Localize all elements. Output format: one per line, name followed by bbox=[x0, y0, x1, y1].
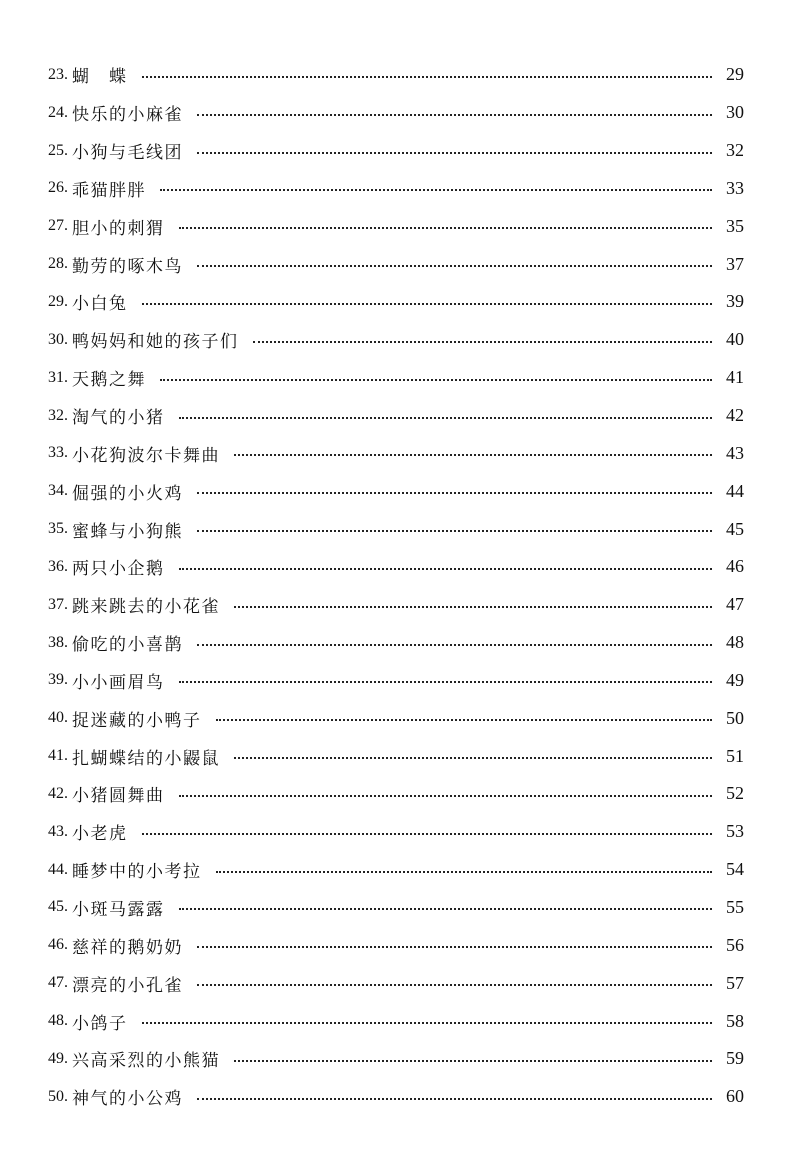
entry-title: 蜜蜂与小狗熊 bbox=[72, 521, 183, 542]
dot-leader bbox=[197, 265, 712, 267]
entry-number: 28. bbox=[48, 255, 68, 273]
toc-entry[interactable] bbox=[48, 586, 744, 624]
entry-number: 29. bbox=[48, 292, 68, 310]
entry-page-number: 51 bbox=[726, 745, 744, 766]
dot-leader bbox=[179, 227, 713, 229]
entry-page-number: 42 bbox=[726, 405, 744, 426]
entry-title: 鸭妈妈和她的孩子们 bbox=[72, 332, 239, 353]
dot-leader bbox=[234, 606, 712, 608]
entry-number: 43. bbox=[48, 822, 68, 840]
entry-page-number: 30 bbox=[726, 102, 744, 123]
entry-title: 蝴 蝶 bbox=[72, 67, 128, 88]
toc-entry[interactable] bbox=[48, 964, 744, 1002]
entry-title: 偷吃的小喜鹊 bbox=[72, 635, 183, 656]
toc-entry[interactable] bbox=[48, 775, 744, 813]
toc-entry[interactable] bbox=[48, 434, 744, 472]
entry-number: 46. bbox=[48, 936, 68, 954]
entry-title: 乖猫胖胖 bbox=[72, 180, 146, 201]
entry-title: 快乐的小麻雀 bbox=[72, 105, 183, 126]
entry-title: 小猪圆舞曲 bbox=[72, 786, 165, 807]
toc-entry[interactable] bbox=[48, 207, 744, 245]
dot-leader bbox=[216, 719, 713, 721]
dot-leader bbox=[234, 1060, 712, 1062]
entry-title: 小花狗波尔卡舞曲 bbox=[72, 445, 220, 466]
entry-page-number: 40 bbox=[726, 329, 744, 350]
dot-leader bbox=[197, 946, 712, 948]
dot-leader bbox=[197, 1098, 712, 1100]
entry-page-number: 39 bbox=[726, 291, 744, 312]
entry-number: 36. bbox=[48, 557, 68, 575]
toc-entry[interactable] bbox=[48, 813, 744, 851]
entry-title: 胆小的刺猬 bbox=[72, 218, 165, 239]
entry-page-number: 37 bbox=[726, 253, 744, 274]
entry-title: 慈祥的鹅奶奶 bbox=[72, 937, 183, 958]
dot-leader bbox=[160, 379, 712, 381]
entry-number: 35. bbox=[48, 520, 68, 538]
dot-leader bbox=[142, 833, 713, 835]
toc-entry[interactable] bbox=[48, 170, 744, 208]
entry-number: 25. bbox=[48, 141, 68, 159]
entry-number: 47. bbox=[48, 974, 68, 992]
entry-page-number: 60 bbox=[726, 1086, 744, 1107]
dot-leader bbox=[197, 644, 712, 646]
entry-page-number: 45 bbox=[726, 518, 744, 539]
entry-page-number: 44 bbox=[726, 480, 744, 501]
entry-number: 26. bbox=[48, 179, 68, 197]
entry-title: 跳来跳去的小花雀 bbox=[72, 597, 220, 618]
entry-number: 31. bbox=[48, 368, 68, 386]
dot-leader bbox=[234, 757, 712, 759]
toc-entry[interactable] bbox=[48, 1040, 744, 1078]
toc-entry[interactable] bbox=[48, 889, 744, 927]
entry-title: 倔强的小火鸡 bbox=[72, 483, 183, 504]
entry-page-number: 43 bbox=[726, 442, 744, 463]
entry-page-number: 48 bbox=[726, 632, 744, 653]
entry-page-number: 54 bbox=[726, 859, 744, 880]
toc-entry[interactable] bbox=[48, 283, 744, 321]
entry-number: 24. bbox=[48, 103, 68, 121]
entry-page-number: 32 bbox=[726, 140, 744, 161]
entry-page-number: 56 bbox=[726, 934, 744, 955]
dot-leader bbox=[234, 454, 712, 456]
dot-leader bbox=[197, 114, 712, 116]
dot-leader bbox=[179, 681, 713, 683]
toc-entry[interactable] bbox=[48, 397, 744, 435]
toc-entry[interactable] bbox=[48, 1078, 744, 1116]
toc-entry[interactable] bbox=[48, 94, 744, 132]
entry-number: 40. bbox=[48, 709, 68, 727]
entry-page-number: 58 bbox=[726, 1010, 744, 1031]
entry-number: 30. bbox=[48, 330, 68, 348]
entry-number: 45. bbox=[48, 898, 68, 916]
entry-title: 小狗与毛线团 bbox=[72, 143, 183, 164]
entry-page-number: 53 bbox=[726, 821, 744, 842]
entry-number: 49. bbox=[48, 1049, 68, 1067]
dot-leader bbox=[179, 795, 713, 797]
toc-entry[interactable] bbox=[48, 510, 744, 548]
toc-entry[interactable] bbox=[48, 359, 744, 397]
entry-number: 32. bbox=[48, 406, 68, 424]
entry-title: 两只小企鹅 bbox=[72, 559, 165, 580]
entry-page-number: 35 bbox=[726, 215, 744, 236]
dot-leader bbox=[197, 984, 712, 986]
entry-number: 44. bbox=[48, 860, 68, 878]
entry-page-number: 47 bbox=[726, 594, 744, 615]
entry-title: 睡梦中的小考拉 bbox=[72, 862, 202, 883]
entry-number: 37. bbox=[48, 595, 68, 613]
toc-entry[interactable] bbox=[48, 132, 744, 170]
toc-entry[interactable] bbox=[48, 56, 744, 94]
dot-leader bbox=[142, 76, 713, 78]
dot-leader bbox=[197, 530, 712, 532]
dot-leader bbox=[216, 871, 713, 873]
table-of-contents bbox=[48, 56, 744, 1116]
entry-title: 兴高采烈的小熊猫 bbox=[72, 1051, 220, 1072]
dot-leader bbox=[160, 189, 712, 191]
entry-title: 淘气的小猪 bbox=[72, 408, 165, 429]
entry-title: 天鹅之舞 bbox=[72, 370, 146, 391]
toc-entry[interactable] bbox=[48, 245, 744, 283]
toc-entry[interactable] bbox=[48, 321, 744, 359]
entry-title: 小白兔 bbox=[72, 294, 128, 315]
entry-title: 神气的小公鸡 bbox=[72, 1089, 183, 1110]
entry-page-number: 59 bbox=[726, 1048, 744, 1069]
entry-number: 23. bbox=[48, 65, 68, 83]
entry-page-number: 41 bbox=[726, 367, 744, 388]
entry-page-number: 52 bbox=[726, 783, 744, 804]
toc-entry[interactable] bbox=[48, 472, 744, 510]
toc-entry[interactable] bbox=[48, 624, 744, 662]
entry-page-number: 46 bbox=[726, 556, 744, 577]
toc-entry[interactable] bbox=[48, 548, 744, 586]
dot-leader bbox=[197, 152, 712, 154]
entry-title: 漂亮的小孔雀 bbox=[72, 975, 183, 996]
entry-title: 小老虎 bbox=[72, 824, 128, 845]
entry-page-number: 57 bbox=[726, 972, 744, 993]
entry-page-number: 33 bbox=[726, 177, 744, 198]
entry-page-number: 49 bbox=[726, 669, 744, 690]
entry-title: 小鸽子 bbox=[72, 1013, 128, 1034]
dot-leader bbox=[142, 303, 713, 305]
entry-number: 33. bbox=[48, 444, 68, 462]
toc-entry[interactable] bbox=[48, 699, 744, 737]
entry-title: 小小画眉鸟 bbox=[72, 672, 165, 693]
entry-number: 38. bbox=[48, 633, 68, 651]
entry-title: 小斑马露露 bbox=[72, 899, 165, 920]
entry-number: 42. bbox=[48, 784, 68, 802]
entry-number: 39. bbox=[48, 671, 68, 689]
entry-title: 捉迷藏的小鸭子 bbox=[72, 710, 202, 731]
dot-leader bbox=[179, 908, 713, 910]
entry-number: 50. bbox=[48, 1087, 68, 1105]
toc-entry[interactable] bbox=[48, 737, 744, 775]
entry-page-number: 50 bbox=[726, 707, 744, 728]
entry-page-number: 29 bbox=[726, 64, 744, 85]
entry-number: 41. bbox=[48, 747, 68, 765]
entry-title: 扎蝴蝶结的小鼹鼠 bbox=[72, 748, 220, 769]
dot-leader bbox=[179, 568, 713, 570]
dot-leader bbox=[197, 492, 712, 494]
dot-leader bbox=[142, 1022, 713, 1024]
toc-entry[interactable] bbox=[48, 1002, 744, 1040]
toc-entry[interactable] bbox=[48, 926, 744, 964]
toc-entry[interactable] bbox=[48, 662, 744, 700]
entry-title: 勤劳的啄木鸟 bbox=[72, 256, 183, 277]
dot-leader bbox=[253, 341, 713, 343]
entry-number: 27. bbox=[48, 217, 68, 235]
dot-leader bbox=[179, 417, 713, 419]
entry-page-number: 55 bbox=[726, 896, 744, 917]
entry-number: 34. bbox=[48, 482, 68, 500]
entry-number: 48. bbox=[48, 1012, 68, 1030]
toc-entry[interactable] bbox=[48, 851, 744, 889]
